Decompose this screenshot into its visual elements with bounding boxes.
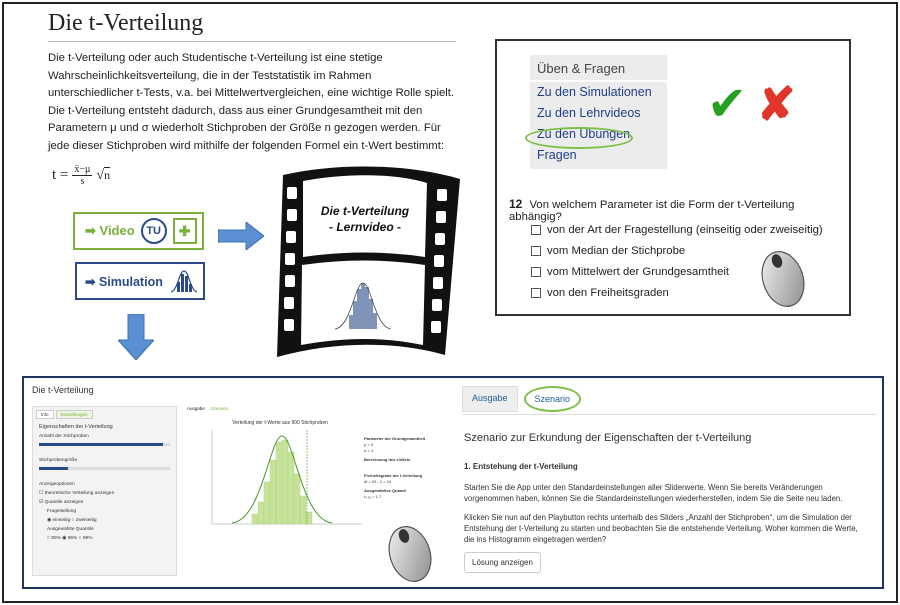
option-quantiles[interactable]: ☑ Quantile anzeigen — [39, 500, 84, 505]
tab-output[interactable]: Ausgabe — [462, 386, 518, 412]
samples-slider[interactable] — [39, 443, 170, 446]
formula-lhs: t = — [52, 167, 69, 183]
app-right-pane — [444, 378, 884, 587]
histogram-icon — [169, 268, 199, 294]
info-quantile: t₀.₉₅ = 1.7 — [364, 494, 382, 499]
scenario-tabs — [462, 386, 581, 412]
info-df-heading: Freiheitsgrade der t-Verteilung — [364, 473, 423, 478]
nav-link-exercises[interactable]: Zu den Übungen — [537, 127, 631, 141]
sample-size-slider[interactable] — [39, 467, 170, 470]
radio-two-sided: zweiseitig — [75, 518, 97, 523]
app-sidebar — [32, 406, 177, 576]
video-button[interactable] — [73, 212, 204, 250]
quantile-99: 99% — [82, 536, 93, 541]
checkbox[interactable] — [531, 246, 541, 256]
highlight-ring — [525, 127, 633, 149]
section-title: 1. Entstehung der t-Verteilung — [464, 462, 578, 471]
checkbox[interactable] — [531, 267, 541, 277]
simulation-button[interactable] — [75, 262, 205, 300]
scenario-paragraph-2: Klicken Sie nun auf den Playbutton rechts unterhalb des Sliders „Anzahl der Stichproben“, um die Simulation der Entstehung der t-Verteilung zu starten und beobachten Sie die entstehende Verteilung. Woher kommen die Werte, die ins Histogramm eingetragen werden? — [464, 513, 858, 544]
film-strip-image[interactable] — [265, 165, 465, 363]
arrow-down-icon — [118, 314, 154, 360]
page-title: Die t-Verteilung — [48, 10, 456, 42]
question-text: Von welchem Parameter ist die Form der t-Verteilung abhängig? — [509, 199, 795, 223]
formula-sqrt: √n — [96, 167, 111, 183]
sidebar-tab-info[interactable]: Info — [36, 410, 54, 419]
radio-heading: Fragestellung — [47, 509, 77, 514]
info-calc-heading: Berechnung des t-Werts — [364, 457, 411, 462]
nav-link-videos[interactable]: Zu den Lehrvideos — [537, 106, 641, 120]
info-quantile-heading: Ausgewähltes Quantil — [364, 488, 406, 493]
formula-numerator: x̄−μ — [74, 164, 91, 175]
quantile-radios[interactable]: ○ 90% ◉ 95% ○ 99% — [47, 536, 93, 541]
article — [48, 10, 456, 156]
option-theoretical[interactable]: ☐ theoretische Verteilung anzeigen — [39, 491, 115, 496]
sidebar-tab-settings[interactable]: Einstellungen — [56, 410, 93, 419]
quantile-heading: Ausgewählte Quantile — [47, 527, 94, 532]
tab-divider — [462, 414, 876, 415]
checkbox[interactable] — [531, 225, 541, 235]
options-heading: Anzeigeoptionen — [39, 482, 75, 487]
scenario-paragraph-1: Starten Sie die App unter den Standardeinstellungen aller Sliderwerte. Wenn Sie bereits Veränderungen vorgenommen haben, können Sie die Standardeinstellungen wiederherstellen, indem Sie die Seite neu laden. — [464, 483, 843, 503]
quiz-navigation — [530, 55, 667, 169]
mouse-icon — [759, 247, 807, 309]
option-label: von der Art der Fragestellung (einseitig oder zweiseitig) — [547, 223, 823, 236]
formula-denominator: s — [80, 176, 85, 187]
formula-sqrt-n: n — [104, 167, 111, 182]
plot-title: Verteilung der t-Werte aus 900 Stichproben — [232, 420, 328, 426]
nav-link-simulations[interactable]: Zu den Simulationen — [537, 85, 652, 99]
scenario-title: Szenario zur Erkundung der Eigenschaften der t-Verteilung — [464, 432, 752, 444]
histogram-plot — [192, 416, 367, 534]
quiz-panel — [495, 39, 851, 316]
app-title: Die t-Verteilung — [32, 385, 94, 395]
checkbox[interactable] — [531, 288, 541, 298]
t-formula — [52, 164, 110, 187]
nav-title: Üben & Fragen — [530, 55, 667, 82]
plot-info-panel — [364, 436, 426, 500]
quantile-90: 90% — [51, 536, 61, 541]
answer-option[interactable] — [531, 219, 823, 240]
info-params-heading: Parameter der Grundgesamtheit — [364, 436, 426, 441]
app-mini-tabs — [187, 406, 229, 411]
quantile-95: 95% — [67, 536, 78, 541]
tab-scenario[interactable]: Szenario — [524, 386, 582, 412]
option-theoretical-label: theoretische Verteilung anzeigen — [44, 491, 115, 496]
film-title-line2: - Lernvideo - — [328, 220, 402, 234]
question-number: 12 — [509, 197, 523, 211]
sidebar-tabs — [33, 407, 176, 422]
app-screenshot — [22, 376, 884, 589]
simulation-button-label: ➡ Simulation — [85, 274, 163, 289]
radio-group[interactable]: ◉ einseitig ○ zweiseitig — [47, 518, 97, 523]
mini-tab-output[interactable]: Ausgabe — [187, 406, 205, 411]
option-label: vom Mittelwert der Grundgesamtheit — [547, 265, 730, 278]
info-mu: μ = 0 — [364, 442, 374, 447]
film-title-line1: Die t-Verteilung — [320, 204, 410, 218]
arrow-right-icon — [218, 222, 264, 250]
radio-one-sided: einseitig — [52, 518, 71, 523]
formula-fraction — [72, 164, 92, 187]
slider1-label: Anzahl der Stichproben — [39, 434, 89, 439]
info-sigma: σ = 1 — [364, 448, 374, 453]
cross-icon: ✘ — [757, 78, 796, 130]
tu-logo-icon: TU — [141, 218, 167, 244]
option-quantiles-label: Quantile anzeigen — [44, 500, 84, 505]
video-button-label: ➡ Video — [85, 223, 135, 238]
option-label: vom Median der Stichprobe — [547, 244, 686, 257]
show-solution-button[interactable]: Lösung anzeigen — [464, 552, 541, 573]
slider2-label: Stichprobengröße — [39, 458, 78, 463]
sidebar-heading: Eigenschaften der t-Verteilung — [39, 424, 113, 430]
nav-link-questions[interactable]: Fragen — [537, 148, 577, 162]
mouse-icon — [386, 522, 434, 584]
person-logo-icon: ✚ — [173, 218, 197, 244]
info-df: df = 25 - 1 = 24 — [364, 479, 392, 484]
app-left-pane — [24, 378, 430, 587]
option-label: von den Freiheitsgraden — [547, 286, 669, 299]
intro-paragraph: Die t-Verteilung oder auch Studentische t-Verteilung ist eine stetige Wahrscheinlichkeitsverteilung, die in der Teststatistik im Rahmen unterschiedlicher t-Tests, v.a. bei Mittelwertvergleichen, eine wichtige Rolle spielt. Die t-Verteilung entsteht dadurch, dass aus einer Grundgesamtheit mit den Parametern μ und σ wiederholt Stichproben der Größe n gezogen werden. Für jede dieser Stichproben wird mithilfe der folgenden Formel ein t-Wert bestimmt: — [48, 52, 455, 152]
check-icon: ✔ — [707, 78, 748, 131]
mini-tab-scenario[interactable]: Szenario — [210, 406, 229, 411]
